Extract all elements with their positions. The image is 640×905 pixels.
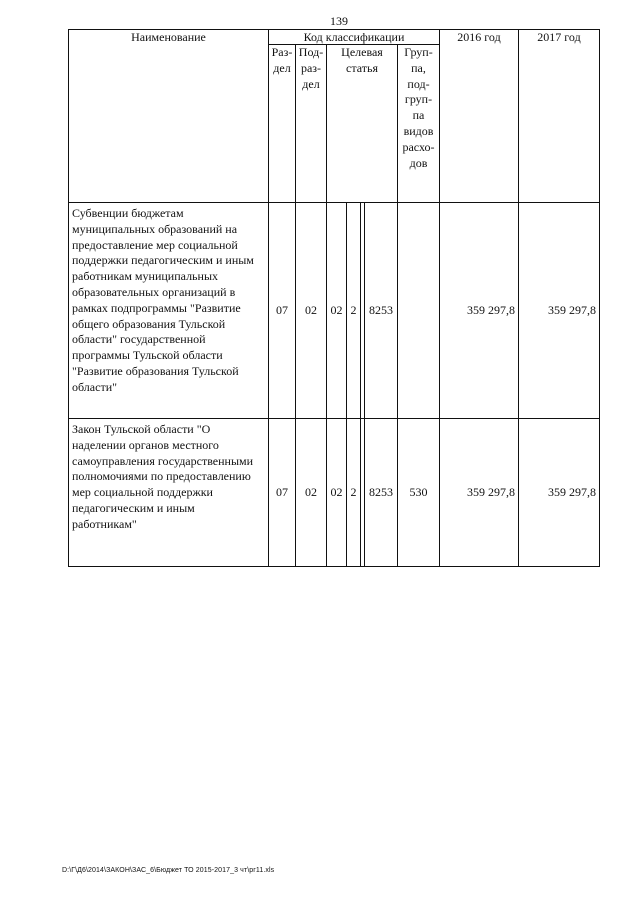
row-subsection: 02 xyxy=(296,203,327,419)
header-code: Код классификации xyxy=(269,30,440,45)
budget-table xyxy=(68,29,600,567)
row-subsection: 02 xyxy=(296,419,327,567)
row-expense-group xyxy=(398,203,440,419)
page-number: 139 xyxy=(330,14,348,28)
header-section: Раз- дел xyxy=(269,45,296,203)
row-section: 07 xyxy=(269,419,296,567)
row-amount-2016: 359 297,8 xyxy=(440,203,519,419)
table-row xyxy=(69,203,600,419)
header-target-article: Целевая статья xyxy=(327,45,398,203)
row-section: 07 xyxy=(269,203,296,419)
row-name: Закон Тульской области "О наделении органов местного самоуправления государственными полномочиями по предоставлению мер социальной поддержки педагогическим и иным работникам" xyxy=(69,419,269,567)
row-amount-2016: 359 297,8 xyxy=(440,419,519,567)
header-name: Наименование xyxy=(69,30,269,203)
row-target-1: 02 xyxy=(327,203,347,419)
header-year-2016: 2016 год xyxy=(440,30,519,203)
header-subsection: Под- раз- дел xyxy=(296,45,327,203)
row-name: Субвенции бюджетам муниципальных образований на предоставление мер социальной поддержки педагогическим и иным работникам муниципальных образовательных организаций в рамках подпрограммы "Развитие общего образования Тульской области" государственной программы Тульской области "Развитие образования Тульской области" xyxy=(69,203,269,419)
row-target-1: 02 xyxy=(327,419,347,567)
row-target-4: 8253 xyxy=(365,419,398,567)
row-amount-2017: 359 297,8 xyxy=(519,203,600,419)
header-expense-group: Груп- па, под- груп- па видов расхо- дов xyxy=(398,45,440,203)
row-expense-group: 530 xyxy=(398,419,440,567)
row-amount-2017: 359 297,8 xyxy=(519,419,600,567)
table-row xyxy=(69,419,600,567)
row-target-2: 2 xyxy=(347,203,361,419)
row-target-4: 8253 xyxy=(365,203,398,419)
header-year-2017: 2017 год xyxy=(519,30,600,203)
row-target-2: 2 xyxy=(347,419,361,567)
header-row-top xyxy=(69,30,600,45)
file-path-footer: D:\Г\Д6\2014\ЗАКОН\ЗАС_6\Бюджет ТО 2015-2017_3 чт\рг11.xls xyxy=(62,867,275,874)
